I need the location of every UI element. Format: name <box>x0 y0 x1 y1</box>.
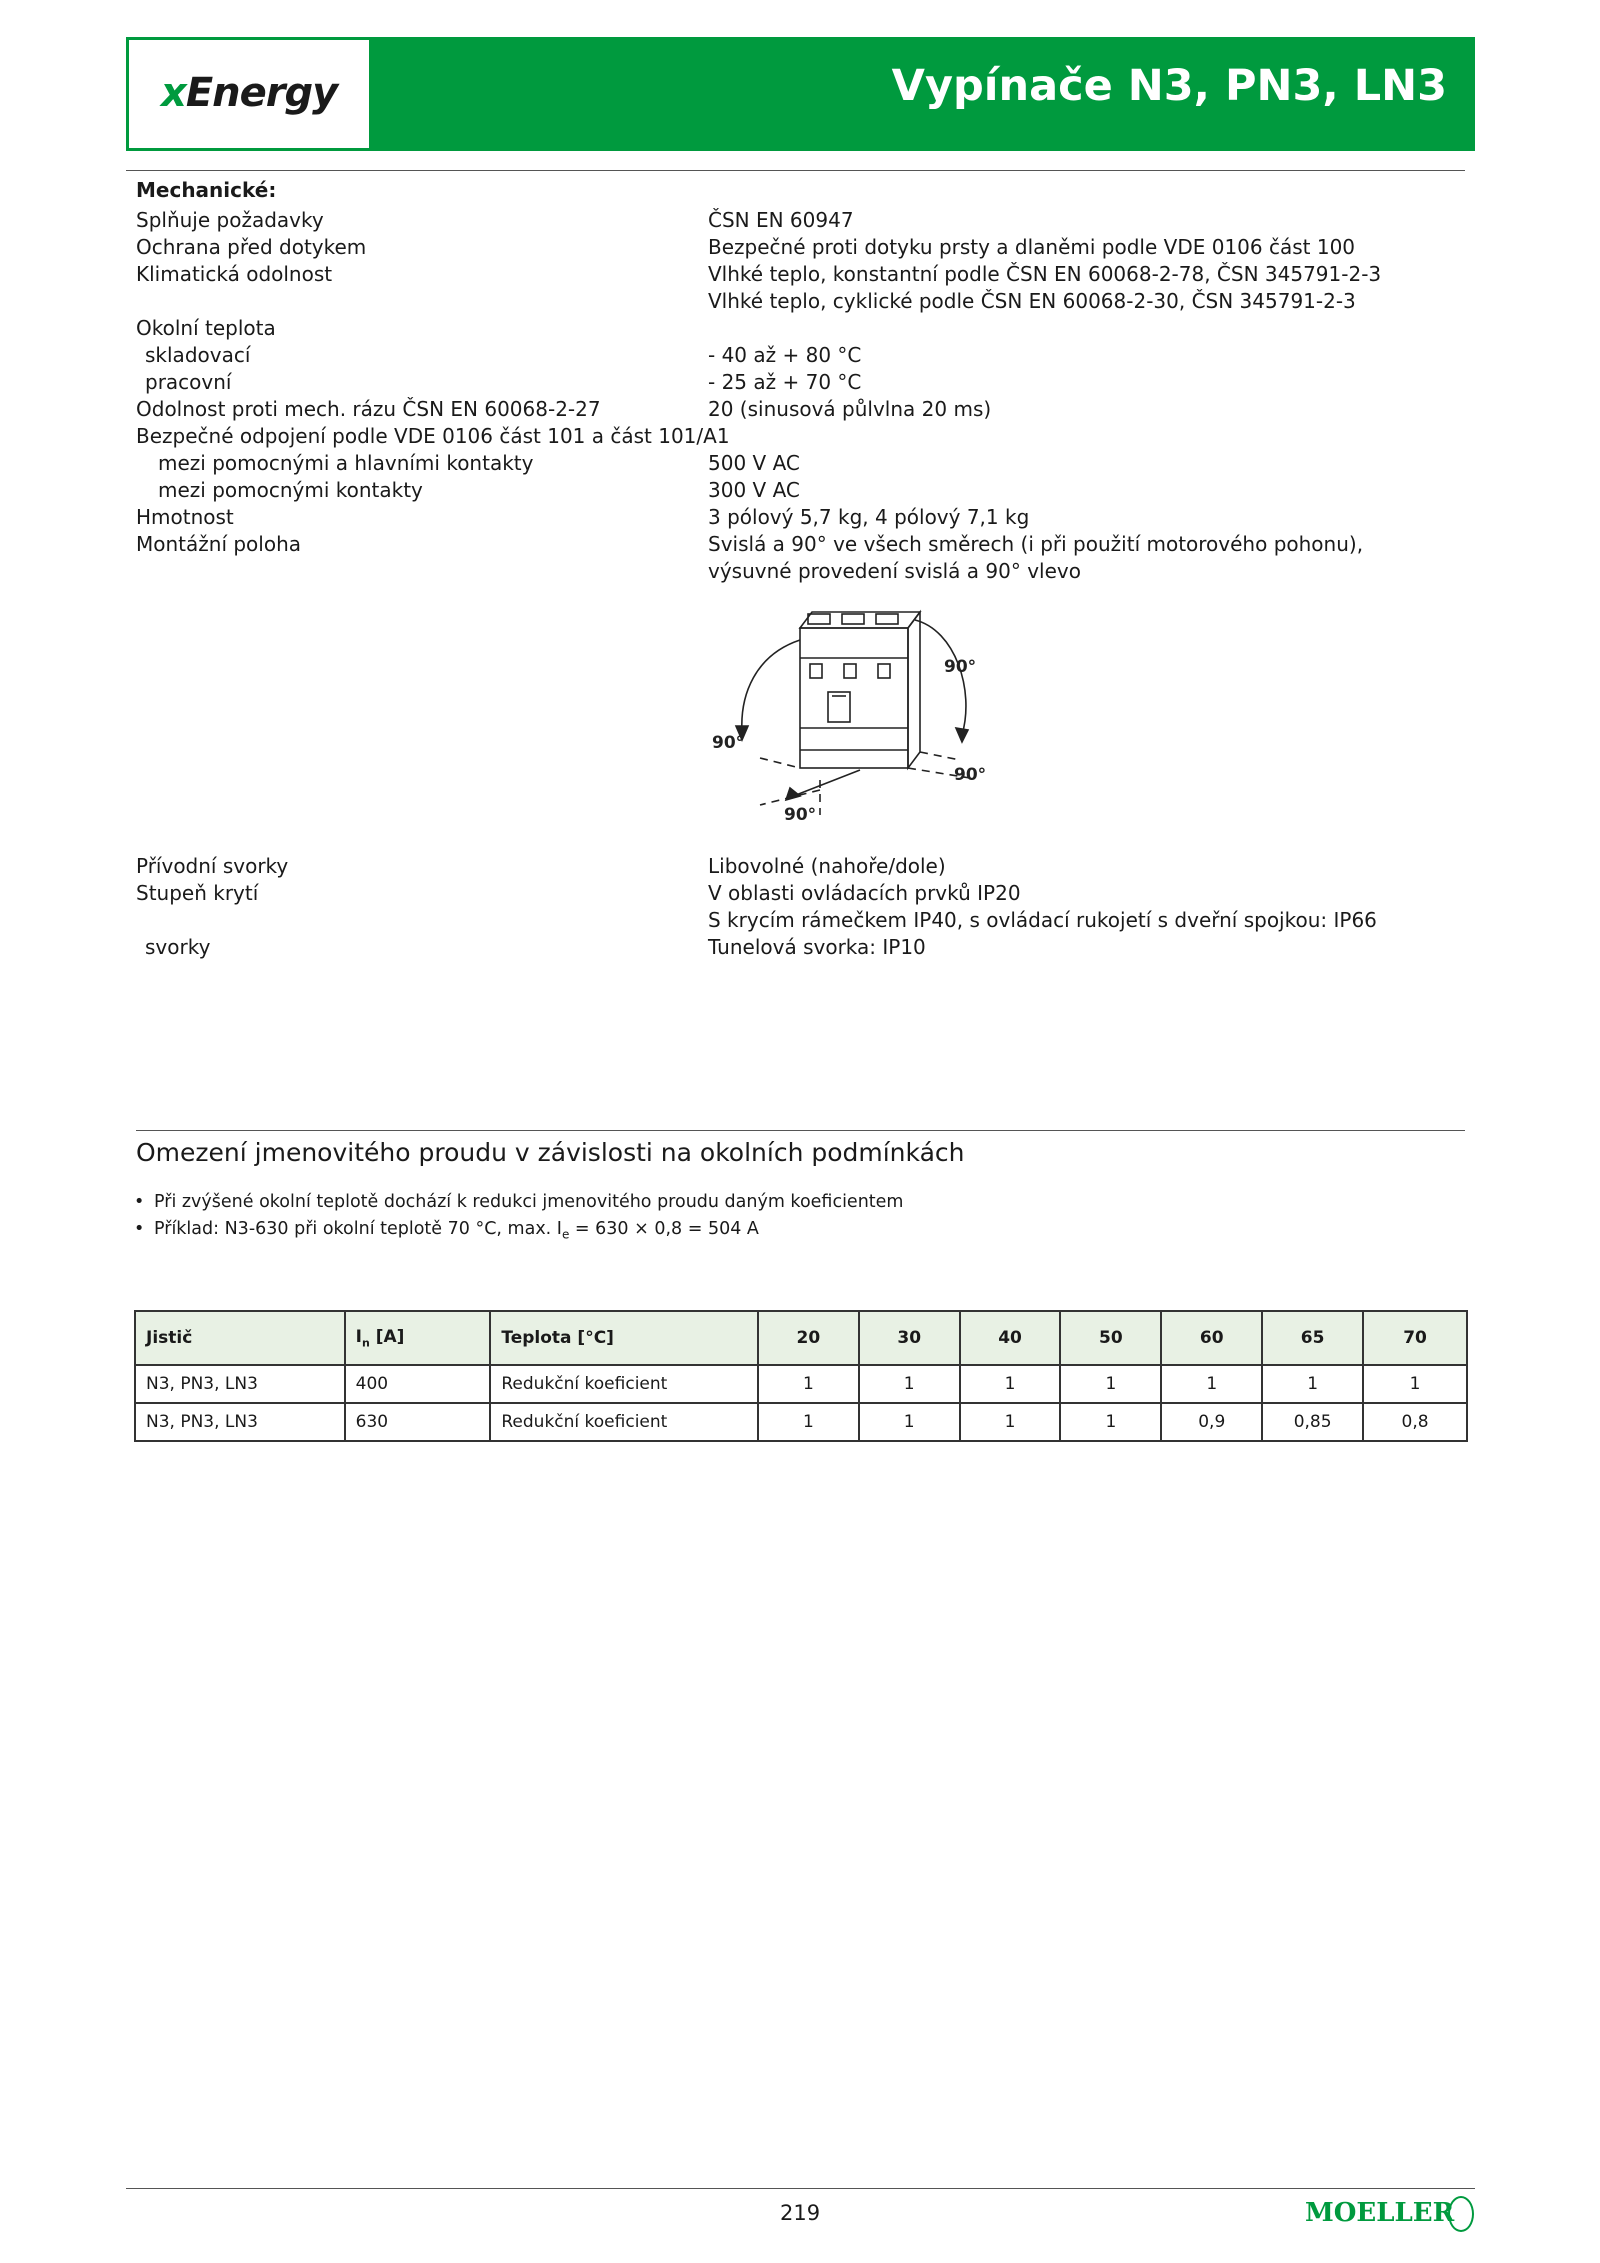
derating-table <box>134 1310 1468 1442</box>
cell-jistic: N3, PN3, LN3 <box>135 1365 345 1403</box>
moeller-logo: MOELLER <box>1305 2198 1455 2228</box>
cell-value: 1 <box>1060 1365 1161 1403</box>
table-row <box>135 1365 1467 1403</box>
col-header-temp: 30 <box>859 1311 960 1365</box>
angle-label: 90° <box>954 765 987 785</box>
header-bar <box>372 37 1475 151</box>
col-header-teplota: Teplota [°C] <box>490 1311 758 1365</box>
logo-box <box>126 37 372 151</box>
table-row <box>135 1403 1467 1441</box>
spec-label: Ochrana před dotykem <box>136 235 367 259</box>
page-number: 219 <box>780 2201 821 2225</box>
cell-label: Redukční koeficient <box>490 1365 758 1403</box>
spec-value: Libovolné (nahoře/dole) <box>708 854 946 878</box>
col-header-temp: 65 <box>1262 1311 1363 1365</box>
spec-label: mezi pomocnými a hlavními kontakty <box>158 451 534 475</box>
cell-value: 1 <box>859 1365 960 1403</box>
cell-value: 1 <box>859 1403 960 1441</box>
spec-label: Odolnost proti mech. rázu ČSN EN 60068-2-27 <box>136 397 601 421</box>
angle-label: 90° <box>944 657 977 677</box>
cell-value: 0,85 <box>1262 1403 1363 1441</box>
section-heading-mechanical: Mechanické: <box>136 178 277 202</box>
spec-value: 3 pólový 5,7 kg, 4 pólový 7,1 kg <box>708 505 1030 529</box>
spec-value: Svislá a 90° ve všech směrech (i při použití motorového pohonu), <box>708 532 1364 556</box>
bullet-item <box>134 1192 903 1212</box>
header-divider <box>126 170 1465 171</box>
spec-label: Bezpečné odpojení podle VDE 0106 část 101 a část 101/A1 <box>136 424 730 448</box>
bullet-dot: • <box>134 1192 145 1212</box>
bullet-text: Při zvýšené okolní teplotě dochází k redukci jmenovitého proudu daným koeficientem <box>154 1192 904 1212</box>
section-title: Omezení jmenovitého proudu v závislosti na okolních podmínkách <box>136 1138 965 1167</box>
cell-in: 630 <box>345 1403 491 1441</box>
spec-label: svorky <box>145 935 211 959</box>
col-header-in: $I_n$ [A] <box>345 1311 491 1365</box>
breaker-side <box>908 612 920 768</box>
cell-value: 1 <box>758 1403 859 1441</box>
spec-value: Vlhké teplo, konstantní podle ČSN EN 60068-2-78, ČSN 345791-2-3 <box>708 262 1382 286</box>
cell-value: 0,9 <box>1161 1403 1262 1441</box>
cell-label: Redukční koeficient <box>490 1403 758 1441</box>
breaker-front <box>800 628 908 768</box>
cell-in: 400 <box>345 1365 491 1403</box>
spec-label: Klimatická odolnost <box>136 262 333 286</box>
col-header-temp: 50 <box>1060 1311 1161 1365</box>
table-header-row <box>135 1311 1467 1365</box>
cell-value: 1 <box>1363 1365 1467 1403</box>
spec-value: výsuvné provedení svislá a 90° vlevo <box>708 559 1081 583</box>
xenergy-logo: xEnergy <box>161 70 338 116</box>
spec-value: - 25 až + 70 °C <box>708 370 862 394</box>
moeller-badge-icon <box>1448 2196 1474 2232</box>
spec-label: skladovací <box>145 343 251 367</box>
spec-value: V oblasti ovládacích prvků IP20 <box>708 881 1021 905</box>
spec-label: Okolní teplota <box>136 316 276 340</box>
spec-value: Vlhké teplo, cyklické podle ČSN EN 60068-2-30, ČSN 345791-2-3 <box>708 289 1356 313</box>
cell-value: 1 <box>1262 1365 1363 1403</box>
cell-value: 1 <box>1161 1365 1262 1403</box>
cell-value: 1 <box>960 1403 1061 1441</box>
spec-value: 300 V AC <box>708 478 800 502</box>
bullet-text: Příklad: N3-630 při okolní teplotě 70 °C, max. I <box>154 1219 562 1239</box>
spec-value: ČSN EN 60947 <box>708 208 854 232</box>
cell-jistic: N3, PN3, LN3 <box>135 1403 345 1441</box>
page-title: Vypínače N3, PN3, LN3 <box>891 61 1447 111</box>
spec-value: Bezpečné proti dotyku prsty a dlaněmi podle VDE 0106 část 100 <box>708 235 1356 259</box>
spec-value: S krycím rámečkem IP40, s ovládací rukojetí s dveřní spojkou: IP66 <box>708 908 1377 932</box>
mounting-position-diagram <box>700 600 1000 830</box>
spec-label: Hmotnost <box>136 505 234 529</box>
bullet-dot: • <box>134 1219 145 1239</box>
spec-value: Tunelová svorka: IP10 <box>708 935 926 959</box>
col-header-temp: 60 <box>1161 1311 1262 1365</box>
bullet-subscript: e <box>561 1227 570 1242</box>
bullet-text: = 630 × 0,8 = 504 A <box>569 1219 759 1239</box>
bullet-item <box>134 1219 759 1242</box>
spec-value: 500 V AC <box>708 451 800 475</box>
col-header-temp: 40 <box>960 1311 1061 1365</box>
col-header-temp: 20 <box>758 1311 859 1365</box>
spec-label: Montážní poloha <box>136 532 302 556</box>
footer-divider <box>126 2188 1475 2189</box>
col-header-temp: 70 <box>1363 1311 1467 1365</box>
spec-label: Stupeň krytí <box>136 881 259 905</box>
spec-label: mezi pomocnými kontakty <box>158 478 423 502</box>
spec-value: 20 (sinusová půlvlna 20 ms) <box>708 397 992 421</box>
cell-value: 1 <box>960 1365 1061 1403</box>
spec-label: Splňuje požadavky <box>136 208 324 232</box>
section-divider <box>136 1130 1465 1131</box>
angle-label: 90° <box>784 805 817 825</box>
cell-value: 0,8 <box>1363 1403 1467 1441</box>
angle-label: 90° <box>712 733 745 753</box>
spec-label: Přívodní svorky <box>136 854 289 878</box>
cell-value: 1 <box>758 1365 859 1403</box>
spec-value: - 40 až + 80 °C <box>708 343 862 367</box>
col-header-jistic: Jistič <box>135 1311 345 1365</box>
spec-label: pracovní <box>145 370 232 394</box>
cell-value: 1 <box>1060 1403 1161 1441</box>
